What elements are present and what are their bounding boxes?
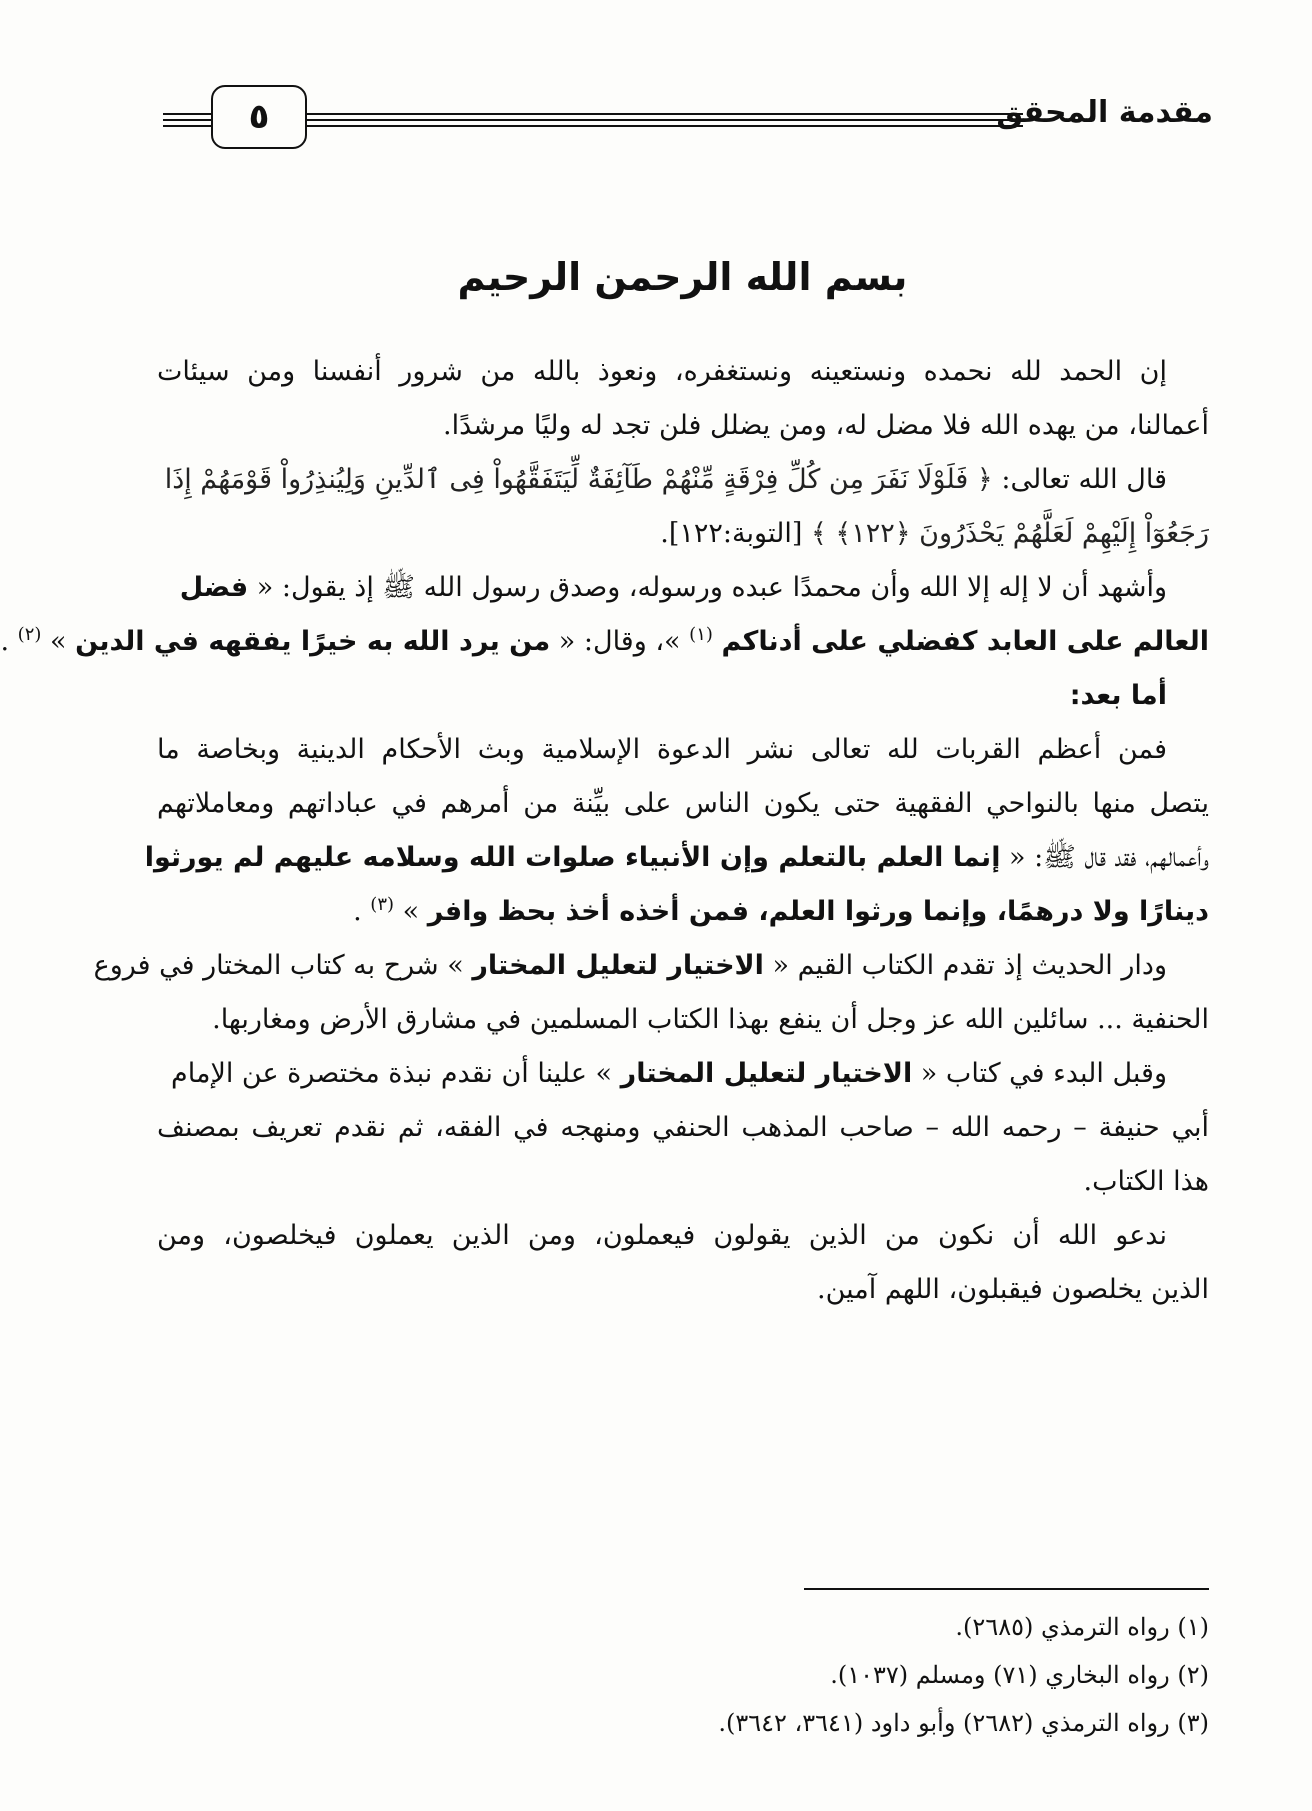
- text-run: وأشهد أن لا إله إلا الله وأن محمدًا عبده ورسوله، وصدق رسول الله ﷺ إذ يقول: «: [256, 572, 1167, 603]
- paragraph-line: [157, 507, 1209, 561]
- footnote: (١) رواه الترمذي (٢٦٨٥).: [955, 1613, 1209, 1641]
- text-run: وقبل البدء في كتاب «: [920, 1058, 1167, 1089]
- page-number-box: [211, 85, 307, 149]
- footnote-separator: [804, 1588, 1209, 1590]
- text-run: »: [49, 626, 67, 657]
- text-run: .: [0, 626, 10, 657]
- quran-verse: رَجَعُوٓاْ إِلَيْهِمْ لَعَلَّهُمْ يَحْذَرُونَ ﴿١٢٢﴾ ﴾: [810, 518, 1209, 549]
- hadith-text: دينارًا ولا درهمًا، وإنما ورثوا العلم، فمن أخذه أخذ بحظ وافر: [427, 896, 1209, 927]
- hadith-text: من يرد الله به خيرًا يفقهه في الدين: [75, 626, 551, 657]
- page-number: ٥: [248, 97, 270, 137]
- book-title: الاختيار لتعليل المختار: [472, 950, 764, 981]
- hadith-text: إنما العلم بالتعلم وإن الأنبياء صلوات الله وسلامه عليهم لم يورثوا: [144, 842, 1001, 873]
- paragraph-line: [93, 939, 1209, 993]
- header-rule: [163, 119, 215, 121]
- paragraph-line: أبي حنيفة – رحمه الله – صاحب المذهب الحنفي ومنهجه في الفقه، ثم نقدم تعريف بمصنف: [157, 1112, 1209, 1143]
- header-rule: [163, 125, 215, 127]
- text-run: وأعمالهم، فقد قال ﷺ: «: [1009, 842, 1209, 873]
- text-run: » شرح به كتاب المختار في فروع: [93, 950, 464, 981]
- text-run: »: [402, 896, 420, 927]
- footnotes: [157, 1603, 1209, 1747]
- text-run: ودار الحديث إذ تقدم الكتاب القيم «: [772, 950, 1167, 981]
- header-rule: [163, 113, 215, 115]
- footnote-marker[interactable]: (٢): [17, 624, 42, 645]
- paragraph-line: [157, 885, 1209, 939]
- section-heading: أما بعد:: [1069, 680, 1167, 711]
- paragraph-line: [144, 831, 1209, 885]
- header-rule: [303, 119, 1023, 121]
- paragraph-line: يتصل منها بالنواحي الفقهية حتى يكون الناس على بيِّنة من أمرهم في عباداتهم ومعاملاتهم: [157, 788, 1209, 819]
- body-text: [0, 345, 1209, 1317]
- paragraph-line: ندعو الله أن نكون من الذين يقولون فيعملون، ومن الذين يعملون فيخلصون، ومن: [157, 1220, 1167, 1251]
- paragraph-line: [157, 453, 1209, 507]
- paragraph-line: [157, 561, 1209, 615]
- header-rule: [303, 113, 1023, 115]
- footnote-marker[interactable]: (٣): [370, 894, 395, 915]
- running-title: مقدمة المحقق: [996, 95, 1213, 130]
- quote-intro: قال الله تعالى:: [1001, 464, 1167, 495]
- header-rule: [303, 125, 1023, 127]
- paragraph-line: [157, 1047, 1209, 1101]
- paragraph-line: أعمالنا، من يهده الله فلا مضل له، ومن يضلل فلن تجد له وليًا مرشدًا.: [443, 410, 1209, 441]
- verse-reference: [التوبة:١٢٢].: [660, 518, 803, 549]
- hadith-text: فضل: [179, 572, 249, 603]
- basmala-heading: بسم الله الرحمن الرحيم: [457, 255, 908, 299]
- quran-verse: ﴿ فَلَوْلَا نَفَرَ مِن كُلِّ فِرْقَةٍ مِّنْهُمْ طَآئِفَةٌ لِّيَتَفَقَّهُواْ فِى ٱلدِّينِ وَلِيُنذِرُواْ قَوْمَهُمْ إِذَا: [164, 464, 993, 495]
- book-title: الاختيار لتعليل المختار: [620, 1058, 913, 1089]
- text-run: »، وقال: «: [558, 626, 681, 657]
- paragraph-line: إن الحمد لله نحمده ونستعينه ونستغفره، ونعوذ بالله من شرور أنفسنا ومن سيئات: [157, 356, 1167, 387]
- paragraph-line: الحنفية ... سائلين الله عز وجل أن ينفع بهذا الكتاب المسلمين في مشارق الأرض ومغاربها.: [212, 1004, 1209, 1035]
- hadith-text: العالم على العابد كفضلي على أدناكم: [721, 626, 1209, 657]
- page-header: [163, 85, 1213, 155]
- text-run: .: [353, 896, 362, 927]
- footnote: (٣) رواه الترمذي (٢٦٨٢) وأبو داود (٣٦٤١، ٣٦٤٢).: [718, 1709, 1209, 1737]
- footnote: (٢) رواه البخاري (٧١) ومسلم (١٠٣٧).: [830, 1661, 1209, 1689]
- paragraph-line: [0, 615, 1209, 669]
- paragraph-line: الذين يخلصون فيقبلون، اللهم آمين.: [817, 1274, 1209, 1305]
- paragraph-line: فمن أعظم القربات لله تعالى نشر الدعوة الإسلامية وبث الأحكام الدينية وبخاصة ما: [157, 734, 1167, 765]
- text-run: » علينا أن نقدم نبذة مختصرة عن الإمام: [171, 1058, 613, 1089]
- paragraph-line: هذا الكتاب.: [1083, 1166, 1209, 1197]
- footnote-marker[interactable]: (١): [689, 624, 713, 645]
